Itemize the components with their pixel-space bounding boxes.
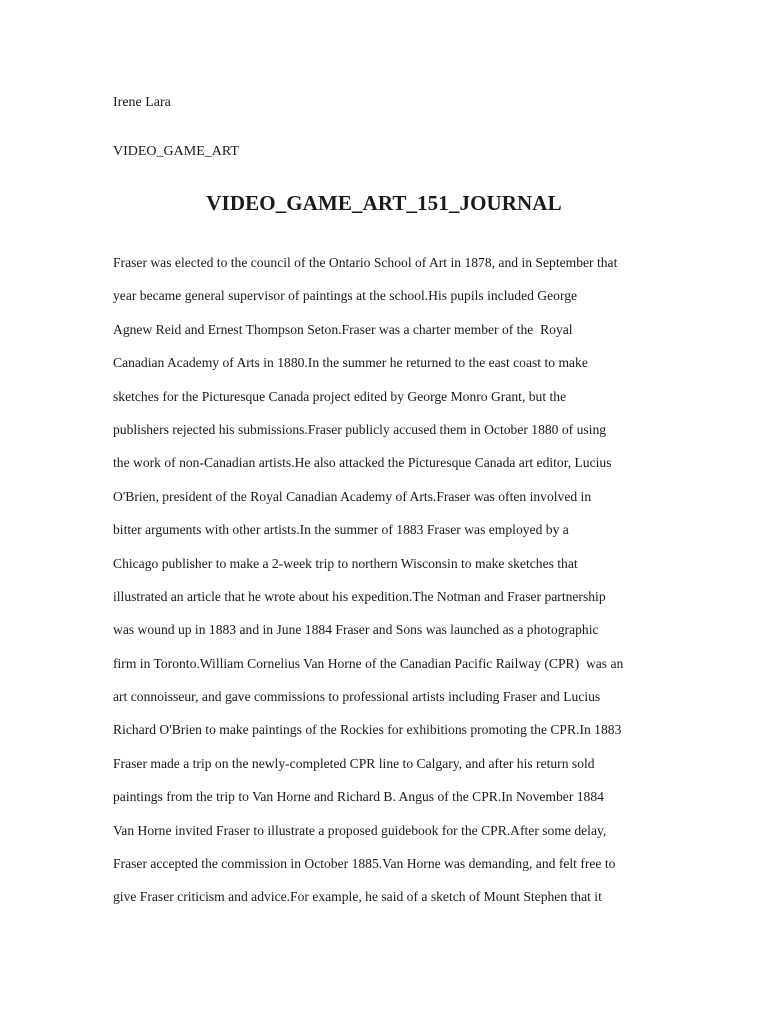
- body-line: Chicago publisher to make a 2-week trip to northern Wisconsin to make sketches that: [113, 555, 578, 571]
- course-name: VIDEO_GAME_ART: [113, 144, 239, 159]
- body-line: Fraser accepted the commission in October 1885.Van Horne was demanding, and felt free to: [113, 856, 616, 872]
- body-line: Fraser made a trip on the newly-completed CPR line to Calgary, and after his return sold: [113, 755, 595, 771]
- body-line: the work of non-Canadian artists.He also attacked the Picturesque Canada art editor, Lucius: [113, 455, 612, 471]
- author-name: Irene Lara: [113, 95, 171, 110]
- body-line: Fraser was elected to the council of the Ontario School of Art in 1878, and in September that: [113, 255, 618, 270]
- body-line: was wound up in 1883 and in June 1884 Fraser and Sons was launched as a photographic: [113, 622, 599, 638]
- body-line: Richard O'Brien to make paintings of the Rockies for exhibitions promoting the CPR.In 1883: [113, 722, 622, 738]
- body-line: Van Horne invited Fraser to illustrate a proposed guidebook for the CPR.After some delay,: [113, 822, 607, 838]
- body-line: bitter arguments with other artists.In the summer of 1883 Fraser was employed by a: [113, 522, 569, 538]
- body-line: publishers rejected his submissions.Fraser publicly accused them in October 1880 of using: [113, 421, 607, 437]
- body-line: paintings from the trip to Van Horne and Richard B. Angus of the CPR.In November 1884: [113, 789, 604, 805]
- document-title: VIDEO_GAME_ART_151_JOURNAL: [206, 191, 562, 215]
- body-line: Agnew Reid and Ernest Thompson Seton.Fraser was a charter member of the Royal: [113, 321, 573, 337]
- body-line: art connoisseur, and gave commissions to professional artists including Fraser and Lucius: [113, 689, 601, 705]
- body-line: O'Brien, president of the Royal Canadian Academy of Arts.Fraser was often involved in: [113, 488, 592, 504]
- body-line: year became general supervisor of paintings at the school.His pupils included George: [113, 288, 578, 304]
- body-line: sketches for the Picturesque Canada project edited by George Monro Grant, but the: [113, 388, 567, 404]
- body-line: Canadian Academy of Arts in 1880.In the summer he returned to the east coast to make: [113, 355, 588, 371]
- body-line: illustrated an article that he wrote about his expedition.The Notman and Fraser partnership: [113, 588, 606, 604]
- body-line: give Fraser criticism and advice.For example, he said of a sketch of Mount Stephen that it: [113, 889, 602, 905]
- body-text: [113, 254, 673, 922]
- body-line: firm in Toronto.William Cornelius Van Horne of the Canadian Pacific Railway (CPR) was an: [113, 655, 624, 671]
